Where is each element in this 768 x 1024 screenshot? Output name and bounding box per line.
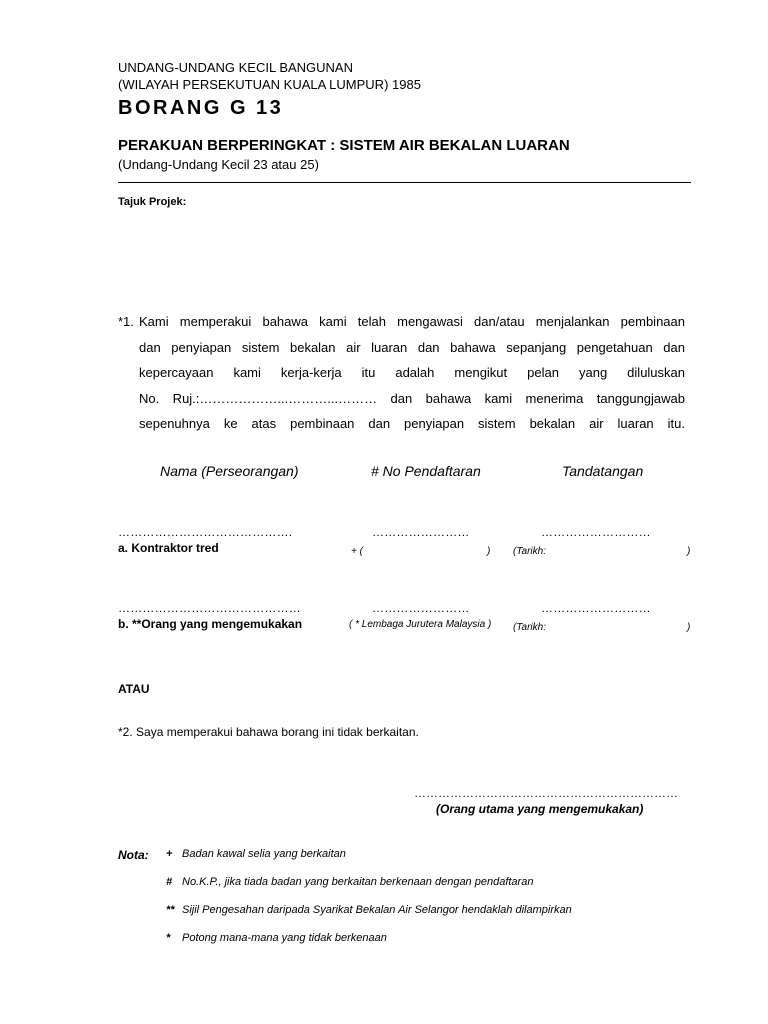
note-text: No.K.P., jika tiada badan yang berkaitan berkenaan dengan pendaftaran bbox=[182, 876, 534, 888]
declaration-2: *2. Saya memperakui bahawa borang ini tidak berkaitan. bbox=[118, 725, 419, 739]
row-a-label: a. Kontraktor tred bbox=[118, 541, 219, 555]
note-symbol: * bbox=[166, 932, 171, 944]
note-symbol: # bbox=[166, 876, 173, 888]
law-title-line2: (WILAYAH PERSEKUTUAN KUALA LUMPUR) 1985 bbox=[118, 77, 421, 92]
project-title-label: Tajuk Projek: bbox=[118, 196, 187, 208]
note-symbol: + bbox=[166, 848, 173, 860]
row-b-reg-note: ( * Lembaga Jurutera Malaysia ) bbox=[349, 619, 492, 630]
row-a-reg-note-close: ) bbox=[487, 546, 491, 557]
declaration-1-number: *1. bbox=[118, 314, 134, 329]
declaration-1-line: dan penyiapan sistem bekalan air luaran dan bahawa sepanjang pengetahuan dan bbox=[139, 339, 685, 355]
row-b-label: b. **Orang yang mengemukakan bbox=[118, 617, 303, 631]
row-b-name-line[interactable]: ……………………………………… bbox=[118, 601, 301, 615]
row-a-date-close: ) bbox=[687, 546, 691, 557]
declaration-1-line: No. Ruj.:………………...………...……… dan bahawa kami menerima tanggungjawab bbox=[139, 390, 685, 406]
or-label: ATAU bbox=[118, 682, 150, 696]
declaration-1-line: sepenuhnya ke atas pembinaan dan penyiapan sistem bekalan air luaran itu. bbox=[139, 416, 685, 431]
law-title-line1: UNDANG-UNDANG KECIL BANGUNAN bbox=[118, 60, 353, 75]
row-a-registration-line[interactable]: …………………… bbox=[372, 525, 470, 539]
note-text: Badan kawal selia yang berkaitan bbox=[182, 848, 346, 860]
row-b-date-label: (Tarikh: bbox=[513, 622, 546, 633]
row-b-signature-line[interactable]: ……………………… bbox=[541, 601, 651, 615]
row-a-signature-line[interactable]: ……………………… bbox=[541, 525, 651, 539]
note-text: Potong mana-mana yang tidak berkenaan bbox=[182, 932, 387, 944]
main-signer-signature-line[interactable]: ………………………………………………………… bbox=[414, 786, 678, 800]
declaration-1 bbox=[118, 309, 685, 437]
declaration-1-line: kepercayaan kami kerja-kerja itu adalah mengikut pelan yang diluluskan bbox=[139, 365, 685, 380]
note-symbol: ** bbox=[166, 904, 175, 916]
form-code: BORANG G 13 bbox=[118, 97, 284, 119]
row-b-registration-line[interactable]: …………………… bbox=[372, 601, 470, 615]
column-header-signature: Tandatangan bbox=[562, 463, 644, 479]
row-a-name-line[interactable]: ……………………………………. bbox=[118, 525, 293, 539]
certificate-title: PERAKUAN BERPERINGKAT : SISTEM AIR BEKALAN LUARAN bbox=[118, 137, 570, 154]
column-header-registration: # No Pendaftaran bbox=[371, 463, 481, 479]
main-signer-label: (Orang utama yang mengemukakan) bbox=[436, 802, 644, 816]
row-a-reg-note-open: + ( bbox=[351, 546, 363, 557]
column-header-name: Nama (Perseorangan) bbox=[160, 463, 299, 479]
row-a-date-label: (Tarikh: bbox=[513, 546, 546, 557]
declaration-1-line: Kami memperakui bahawa kami telah mengawasi dan/atau menjalankan pembinaan bbox=[139, 314, 685, 329]
notes-label: Nota: bbox=[118, 848, 149, 862]
row-b-date-close: ) bbox=[687, 622, 691, 633]
certificate-subtitle: (Undang-Undang Kecil 23 atau 25) bbox=[118, 157, 319, 172]
note-text: Sijil Pengesahan daripada Syarikat Bekalan Air Selangor hendaklah dilampirkan bbox=[182, 904, 572, 916]
header-divider bbox=[118, 182, 691, 183]
